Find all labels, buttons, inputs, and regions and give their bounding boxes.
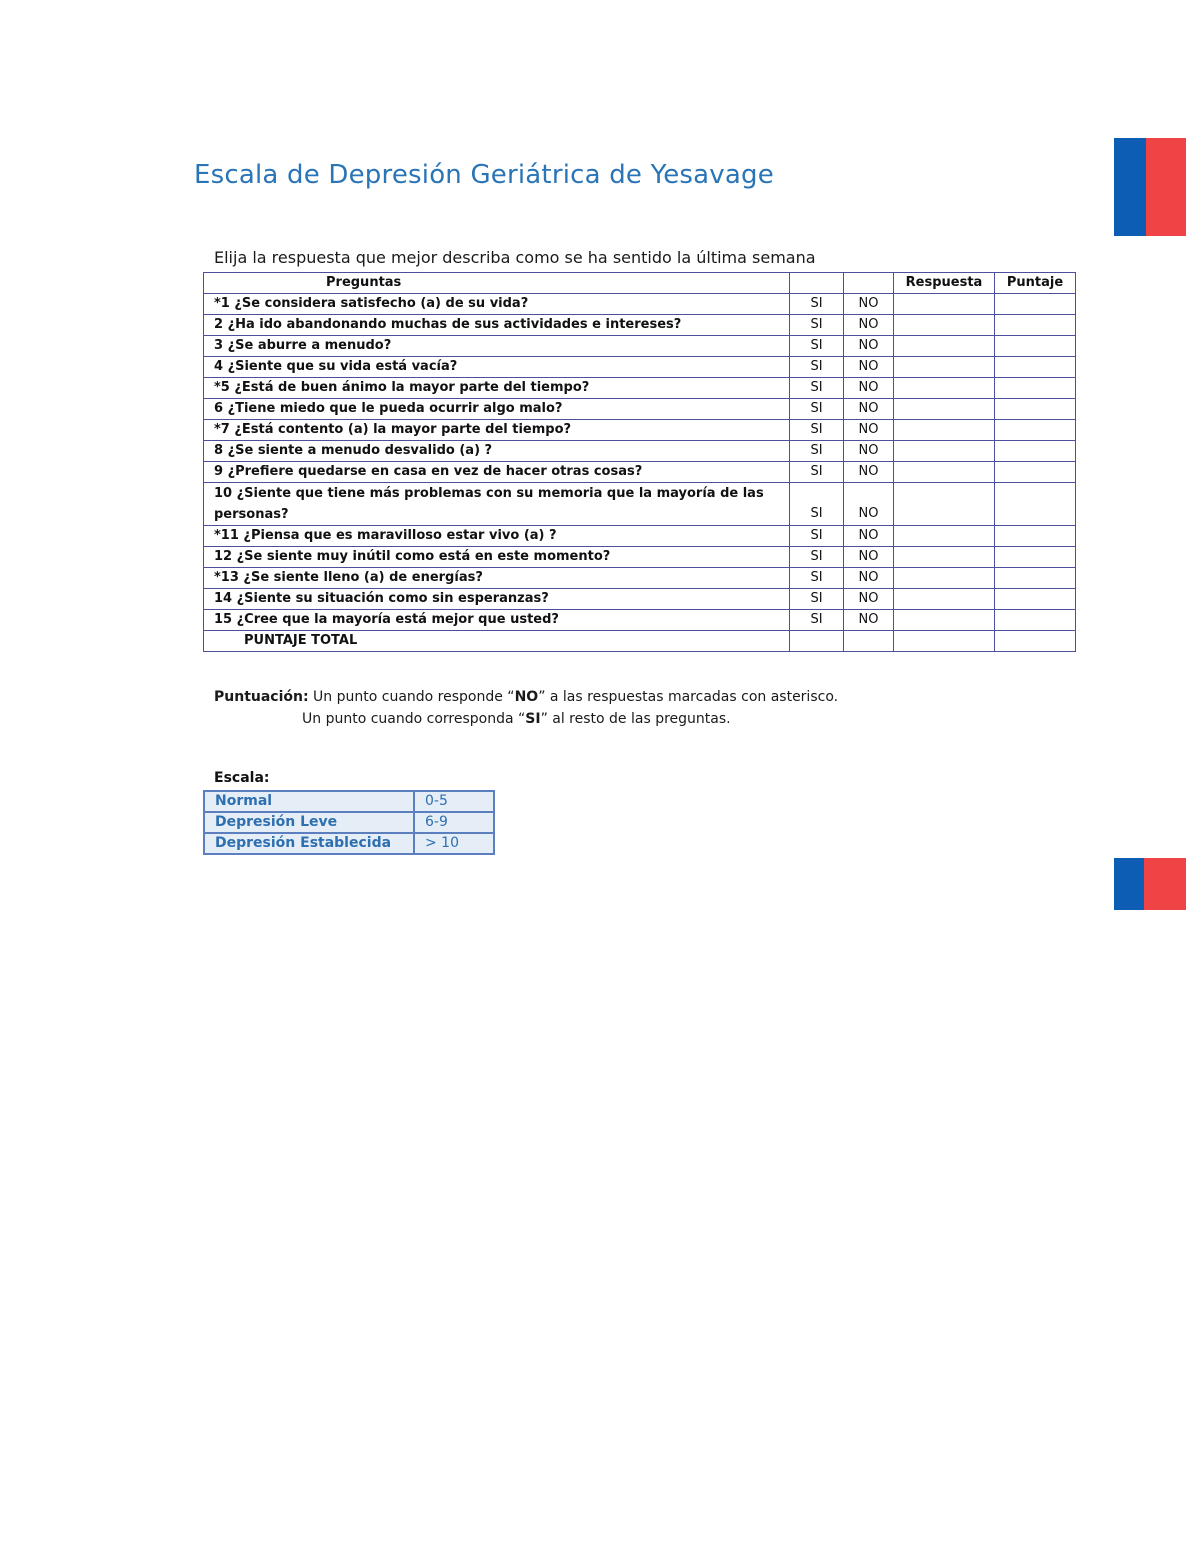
header-no-empty [844,273,894,294]
question-text: 3 ¿Se aburre a menudo? [204,336,790,357]
answer-no[interactable]: NO [844,462,894,483]
table-row [204,547,1076,568]
answer-si[interactable]: SI [790,336,844,357]
answer-no[interactable]: NO [844,526,894,547]
answer-no[interactable]: NO [844,399,894,420]
header-si-empty [790,273,844,294]
score-cell[interactable] [995,568,1076,589]
table-row [204,568,1076,589]
answer-si[interactable]: SI [790,399,844,420]
answer-no[interactable]: NO [844,610,894,631]
scale-row [204,791,494,812]
answer-si[interactable]: SI [790,315,844,336]
answer-no[interactable]: NO [844,589,894,610]
question-text: 10 ¿Siente que tiene más problemas con su memoria que la mayoría de las personas? [204,483,790,526]
question-text: *7 ¿Está contento (a) la mayor parte del tiempo? [204,420,790,441]
score-cell[interactable] [995,589,1076,610]
score-cell[interactable] [995,483,1076,526]
answer-si[interactable]: SI [790,420,844,441]
score-cell[interactable] [995,399,1076,420]
response-cell[interactable] [894,610,995,631]
question-text: 6 ¿Tiene miedo que le pueda ocurrir algo malo? [204,399,790,420]
answer-si[interactable]: SI [790,483,844,526]
chile-flag-stripe-bottom [1114,858,1186,910]
table-row [204,378,1076,399]
scoring-line-2 [214,708,838,730]
scale-name: Normal [204,791,414,812]
page-title: Escala de Depresión Geriátrica de Yesavage [194,160,774,190]
score-cell[interactable] [995,378,1076,399]
response-cell[interactable] [894,420,995,441]
response-cell[interactable] [894,315,995,336]
answer-si[interactable]: SI [790,547,844,568]
scale-row [204,833,494,854]
header-score: Puntaje [995,273,1076,294]
response-cell[interactable] [894,547,995,568]
score-cell[interactable] [995,441,1076,462]
score-cell[interactable] [995,336,1076,357]
answer-no[interactable]: NO [844,568,894,589]
scoring-emphasis-si: SI [525,711,541,727]
score-cell[interactable] [995,294,1076,315]
answer-si[interactable]: SI [790,378,844,399]
score-cell[interactable] [995,420,1076,441]
total-score-cell[interactable] [995,631,1076,652]
table-row [204,526,1076,547]
scoring-emphasis-no: NO [514,689,539,705]
scale-name: Depresión Establecida [204,833,414,854]
response-cell[interactable] [894,589,995,610]
table-row [204,589,1076,610]
question-text: 14 ¿Siente su situación como sin esperanzas? [204,589,790,610]
scoring-label: Puntuación: [214,689,309,705]
question-text: 12 ¿Se siente muy inútil como está en este momento? [204,547,790,568]
question-text: 8 ¿Se siente a menudo desvalido (a) ? [204,441,790,462]
total-no-cell [844,631,894,652]
score-cell[interactable] [995,610,1076,631]
table-row [204,357,1076,378]
response-cell[interactable] [894,357,995,378]
header-answer: Respuesta [894,273,995,294]
answer-no[interactable]: NO [844,547,894,568]
table-row [204,610,1076,631]
total-answer-cell[interactable] [894,631,995,652]
answer-no[interactable]: NO [844,357,894,378]
score-cell[interactable] [995,357,1076,378]
answer-no[interactable]: NO [844,378,894,399]
response-cell[interactable] [894,294,995,315]
table-row [204,420,1076,441]
scale-table [203,790,495,855]
response-cell[interactable] [894,462,995,483]
scoring-text: Un punto cuando responde “ [308,689,515,705]
response-cell[interactable] [894,399,995,420]
answer-si[interactable]: SI [790,568,844,589]
table-header-row [204,273,1076,294]
table-row [204,294,1076,315]
question-text: *1 ¿Se considera satisfecho (a) de su vida? [204,294,790,315]
answer-no[interactable]: NO [844,315,894,336]
table-row [204,441,1076,462]
table-row [204,315,1076,336]
scoring-text: Un punto cuando corresponda “ [302,711,526,727]
response-cell[interactable] [894,378,995,399]
score-cell[interactable] [995,462,1076,483]
table-row [204,483,1076,526]
question-text: *5 ¿Está de buen ánimo la mayor parte del tiempo? [204,378,790,399]
scale-label: Escala: [214,770,270,786]
header-questions: Preguntas [204,273,790,294]
scoring-text: ” al resto de las preguntas. [540,711,731,727]
answer-si[interactable]: SI [790,610,844,631]
answer-no[interactable]: NO [844,420,894,441]
question-text: 4 ¿Siente que su vida está vacía? [204,357,790,378]
scoring-text: ” a las respuestas marcadas con asterisco. [538,689,839,705]
question-text: *11 ¿Piensa que es maravilloso estar vivo (a) ? [204,526,790,547]
scale-row [204,812,494,833]
question-text: 2 ¿Ha ido abandonando muchas de sus actividades e intereses? [204,315,790,336]
questions-table [203,272,1076,652]
response-cell[interactable] [894,483,995,526]
answer-no[interactable]: NO [844,336,894,357]
answer-no[interactable]: NO [844,483,894,526]
answer-no[interactable]: NO [844,294,894,315]
response-cell[interactable] [894,568,995,589]
scale-range: 0-5 [414,791,494,812]
scale-range: 6-9 [414,812,494,833]
response-cell[interactable] [894,441,995,462]
answer-no[interactable]: NO [844,441,894,462]
instruction-text: Elija la respuesta que mejor describa como se ha sentido la última semana [214,248,816,267]
question-text: 9 ¿Prefiere quedarse en casa en vez de hacer otras cosas? [204,462,790,483]
table-row [204,462,1076,483]
answer-si[interactable]: SI [790,441,844,462]
answer-si[interactable]: SI [790,357,844,378]
flag-blue-band [1114,858,1144,910]
table-row [204,336,1076,357]
flag-red-band [1146,138,1186,236]
answer-si[interactable]: SI [790,526,844,547]
scale-name: Depresión Leve [204,812,414,833]
flag-blue-band [1114,138,1146,236]
response-cell[interactable] [894,526,995,547]
answer-si[interactable]: SI [790,589,844,610]
answer-si[interactable]: SI [790,294,844,315]
score-cell[interactable] [995,315,1076,336]
table-row [204,399,1076,420]
scoring-notes [214,686,838,730]
answer-si[interactable]: SI [790,462,844,483]
score-cell[interactable] [995,547,1076,568]
scale-range: > 10 [414,833,494,854]
total-row [204,631,1076,652]
chile-flag-stripe-top [1114,138,1186,236]
response-cell[interactable] [894,336,995,357]
scoring-line-1 [214,686,838,708]
flag-red-band [1144,858,1186,910]
question-text: *13 ¿Se siente lleno (a) de energías? [204,568,790,589]
total-si-cell [790,631,844,652]
total-label: PUNTAJE TOTAL [204,631,790,652]
question-text: 15 ¿Cree que la mayoría está mejor que usted? [204,610,790,631]
score-cell[interactable] [995,526,1076,547]
